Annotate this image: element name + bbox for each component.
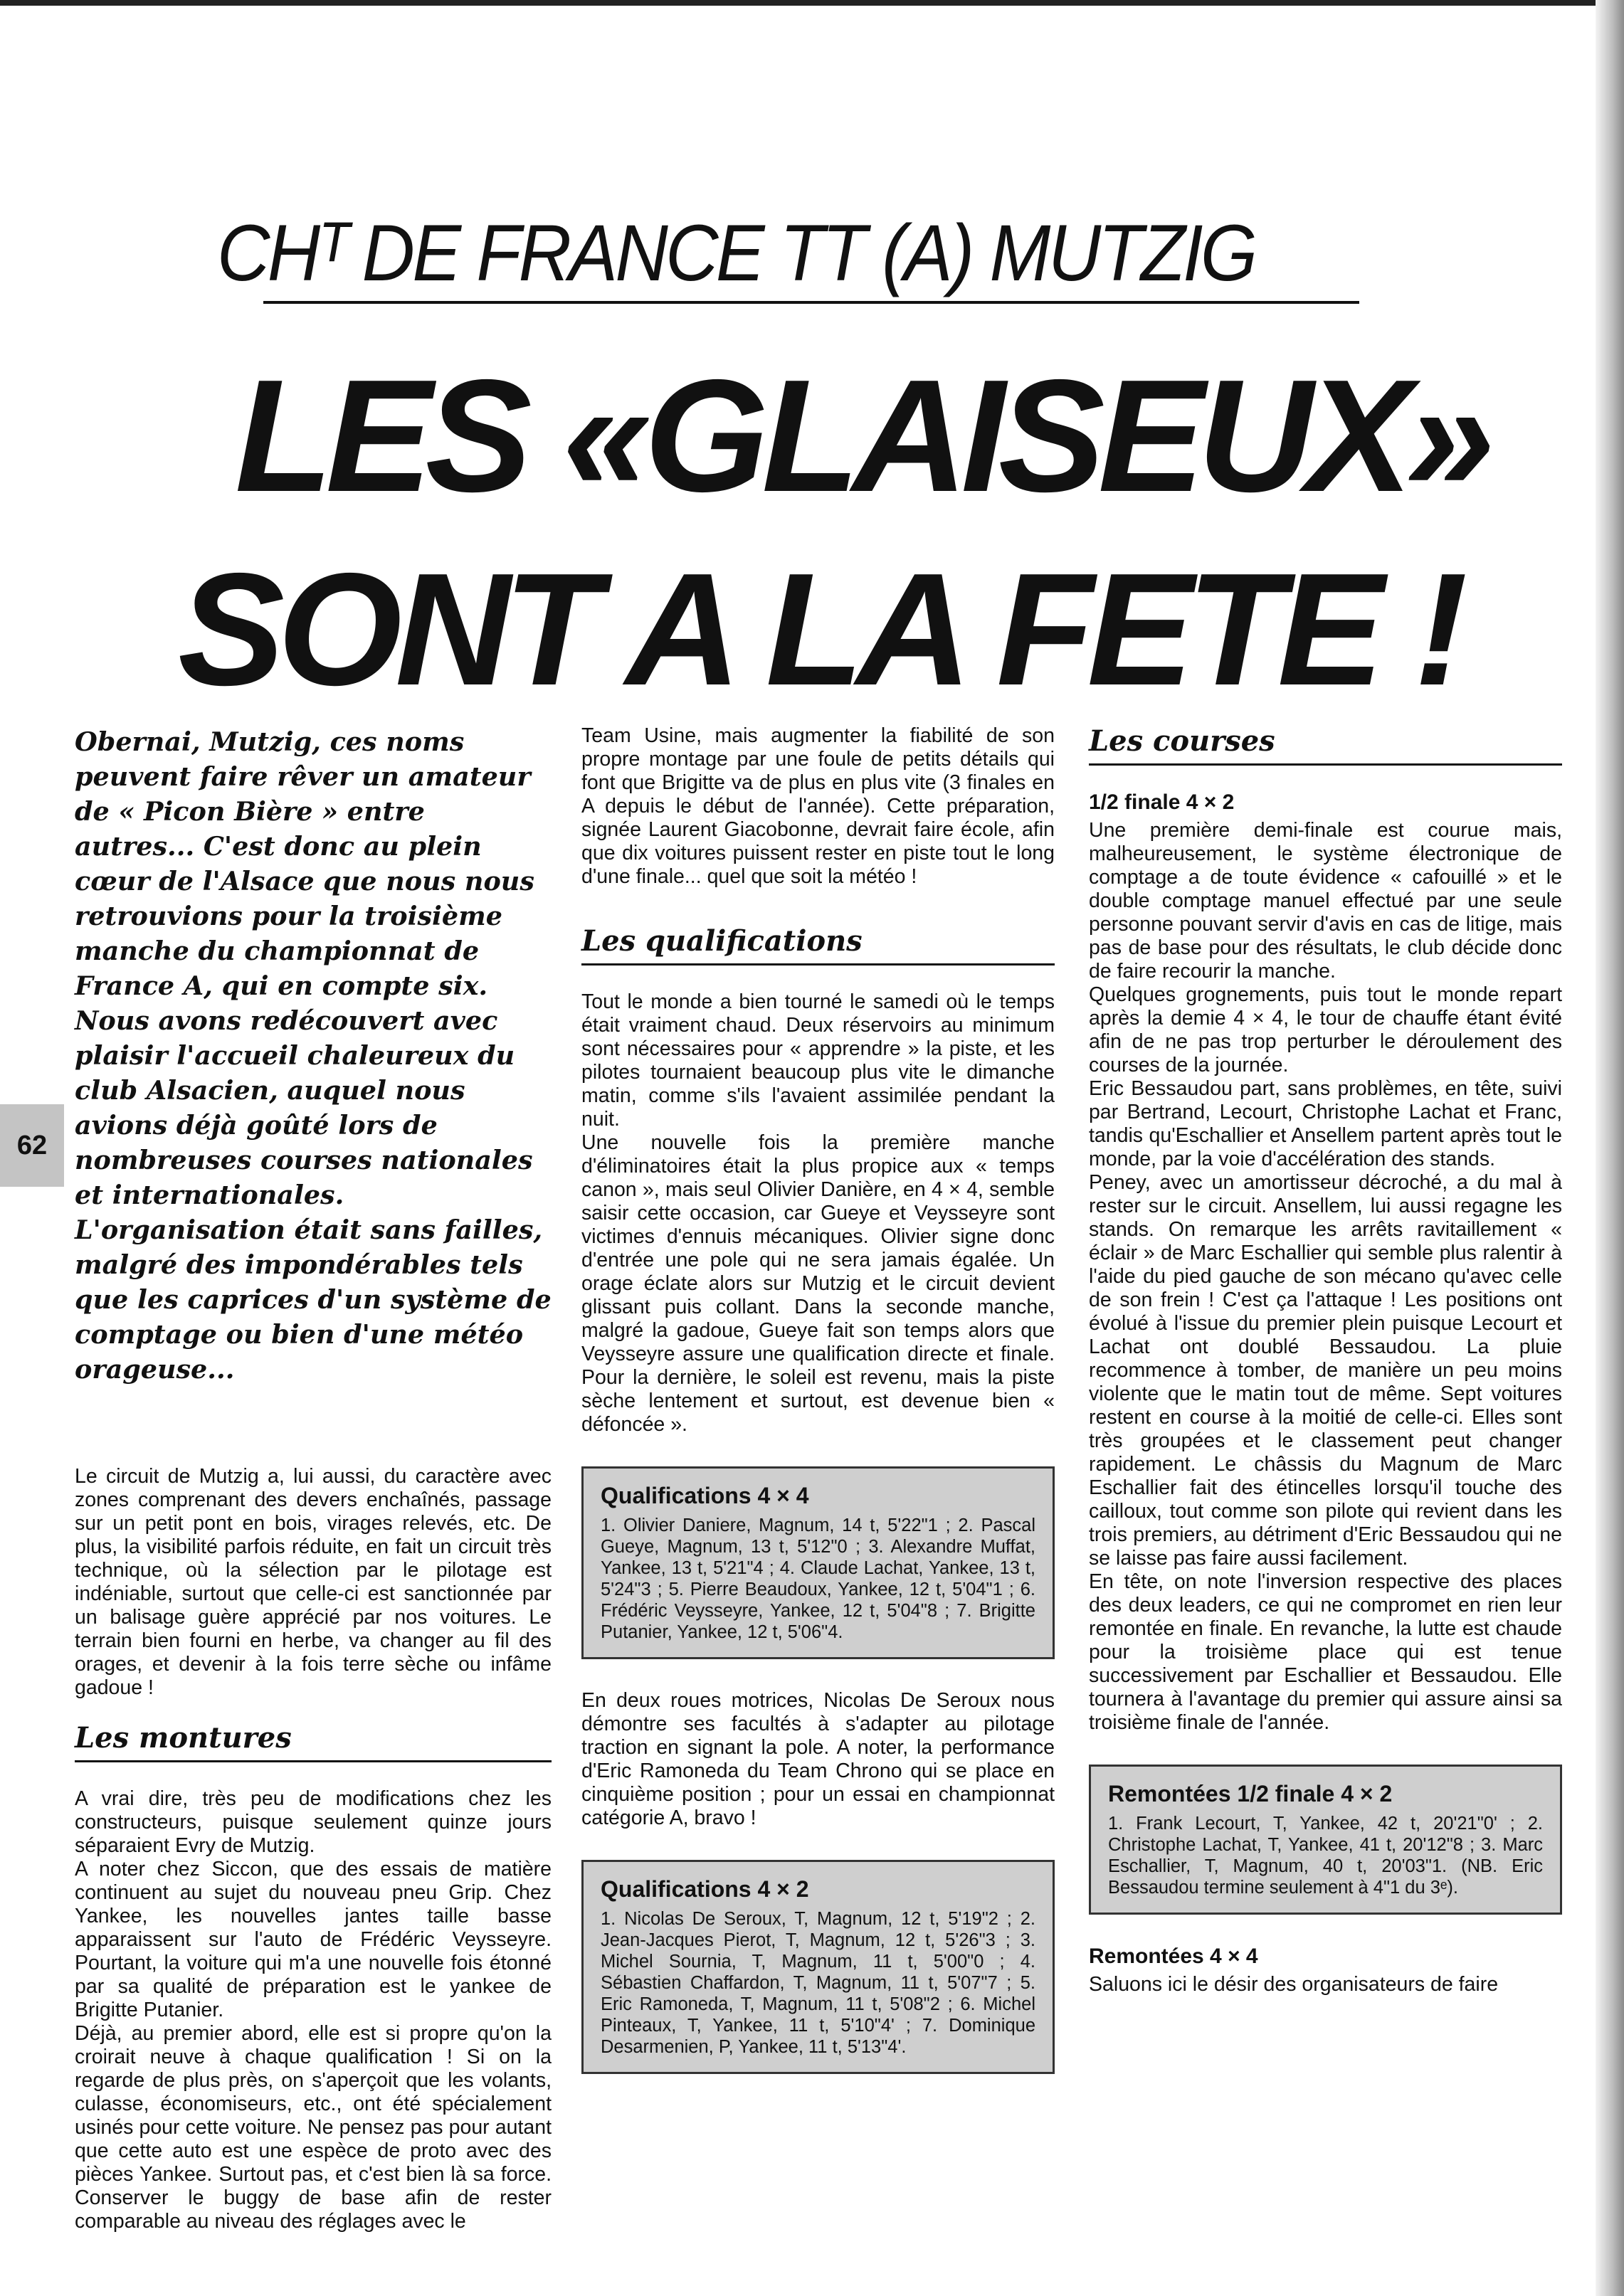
results-box-text: 1. Nicolas De Seroux, T, Magnum, 12 t, 5'19"2 ; 2. Jean-Jacques Pierot, T, Magnum, 12 t, 5'26"3 ; 3. Michel Sournia, T, Magnum, 11 t, 5'00"0 ; 4. Sébastien Chaffardon, T, Magnum, 11 t, 5'07"7 ; 5. Eric Ramoneda, T, Magnum, 11 t, 5'08"2 ; 6. Michel Pinteaux, T, Yankee, 11 t, 5'10"4' ; 7. Dominique Desarmenien, P, Yankee, 11 t, 5'13"4'. [601, 1909, 1035, 2057]
body-paragraph: En deux roues motrices, Nicolas De Seroux nous démontre ses facultés à s'adapter au pilotage traction en signant la pole. A noter, la performance d'Eric Ramoneda du Team Chrono qui se place en cinquième position ; pour un essai en championnat catégorie A, bravo ! [581, 1689, 1055, 1829]
body-paragraph: Quelques grognements, puis tout le monde repart après la demie 4 × 4, le tour de chauffe étant évité afin de ne pas trop perturber le déroulement des courses de la journée. [1089, 983, 1562, 1076]
kicker-rule [263, 301, 1359, 304]
lead-paragraph: Obernai, Mutzig, ces noms peuvent faire rêver un amateur de « Picon Bière » entre autres... C'est donc au plein cœur de l'Alsace que nous nous retrouvions pour la troisième manche du championnat de France A, qui en compte six. Nous avons redécouvert avec plaisir l'accueil chaleureux du club Alsacien, auquel nous avions déjà goûté lors de nombreuses courses nationales et internationales. L'organisation était sans failles, malgré des impondérables tels que les caprices d'un système de comptage ou bien d'une météo orageuse... [75, 726, 552, 1385]
headline-line-1: LES «GLAISEUX» [235, 346, 1488, 525]
section-heading-qualifications: Les qualifications [581, 924, 1055, 966]
body-paragraph: A vrai dire, très peu de modifications chez les constructeurs, puisque seulement quinze jours séparaient Evry de Mutzig. [75, 1787, 552, 1857]
subheading-remontees-4x4: Remontées 4 × 4 [1089, 1945, 1258, 1968]
body-paragraph: A noter chez Siccon, que des essais de matière continuent au sujet du nouveau pneu Grip. Chez Yankee, les nouvelles jantes taille basse apparaissent sur l'auto de Frédéric Veysseyre. Pourtant, la voiture qui m'a une nouvelle fois étonné par sa qualité de préparation est le yankee de Brigitte Putanier. [75, 1858, 552, 2021]
headline-line-2: SONT A LA FETE ! [178, 539, 1461, 719]
article-kicker: CHᵀ DE FRANCE TT (A) MUTZIG [217, 208, 1255, 297]
results-box-title: Qualifications 4 × 2 [601, 1876, 809, 1902]
results-box-title: Remontées 1/2 finale 4 × 2 [1108, 1781, 1393, 1806]
column-1 [75, 724, 552, 2233]
column-2 [581, 724, 1055, 2104]
page-top-edge [0, 0, 1624, 6]
results-box-qualifications-4x2 [581, 1860, 1055, 2074]
results-box-text: 1. Olivier Daniere, Magnum, 14 t, 5'22"1 ; 2. Pascal Gueye, Magnum, 13 t, 5'12"0 ; 3. Alexandre Muffat, Yankee, 13 t, 5'21"4 ; 4. Claude Lachat, Yankee, 13 t, 5'24"3 ; 5. Pierre Beaudoux, Yankee, 12 t, 5'04"1 ; 6. Frédéric Veysseyre, Yankee, 12 t, 5'04"8 ; 7. Brigitte Putanier, Yankee, 12 t, 5'06"4. [601, 1515, 1035, 1642]
results-box-qualifications-4x4 [581, 1466, 1055, 1659]
column-3 [1089, 724, 1562, 1996]
body-paragraph: Une première demi-finale est courue mais, malheureusement, le système électronique de comptage a de toute évidence « cafouillé » et le double comptage manuel effectué par une seule personne pouvant servir d'avis en cas de litige, mais pas de base pour des résultats, le club décide donc de faire recourir la manche. [1089, 819, 1562, 983]
body-paragraph: Eric Bessaudou part, sans problèmes, en tête, suivi par Bertrand, Lecourt, Christophe Lachat et Franc, tandis qu'Eschallier et Ansellem partent après tout le monde, par la voie d'accélération des stands. [1089, 1077, 1562, 1170]
section-heading-montures: Les montures [75, 1721, 552, 1762]
results-box-title: Qualifications 4 × 4 [601, 1483, 809, 1508]
body-paragraph: Tout le monde a bien tourné le samedi où le temps était vraiment chaud. Deux réservoirs au minimum sont nécessaires pour « apprendre » la piste, et les pilotes tournaient beaucoup plus vite le dimanche matin, comme s'ils l'avaient assimilée pendant la nuit. [581, 990, 1055, 1131]
page-number-tab [0, 1104, 64, 1187]
body-paragraph: En tête, on note l'inversion respective des places des deux leaders, ce qui ne compromet en rien leur remontée en finale. En revanche, la lutte est chaude pour la troisième place qui est tenue successivement par Eschallier et Bessaudou. Elle tournera à l'avantage du premier qui assure ainsi sa troisième finale de l'année. [1089, 1570, 1562, 1734]
page-number: 62 [16, 1130, 48, 1160]
body-paragraph: Le circuit de Mutzig a, lui aussi, du caractère avec zones comprenant des devers enchaînés, passage sur un petit pont en bois, virages relevés, etc. De plus, la visibilité parfois réduite, en fait un circuit très technique, où la sélection par le pilotage est indéniable, surtout que celle-ci est sanctionnée par un balisage guère apprécié par nos voitures. Le terrain bien fourni en herbe, va changer au fil des orages, et devenir à la fois terre sèche ou infâme gadoue ! [75, 1465, 552, 1699]
section-heading-courses: Les courses [1089, 724, 1562, 766]
page-right-edge [1596, 0, 1624, 2296]
body-paragraph: Déjà, au premier abord, elle est si propre qu'on la croirait neuve à chaque qualification ! Si on la regarde de plus près, on s'aperçoit que les volants, culasse, économiseurs, etc., ont été spécialement usinés pour cette voiture. Ne pensez pas pour autant que cette auto est une espèce de proto avec des pièces Yankee. Surtout pas, et c'est bien là sa force. Conserver le buggy de base afin de rester comparable au niveau des réglages avec le [75, 2022, 552, 2233]
body-paragraph: Peney, avec un amortisseur décroché, a du mal à rester sur le circuit. Ansellem, lui aussi regagne les stands. On remarque les arrêts ravitaillement « éclair » de Marc Eschallier qui semble plus ralentir à l'aide du pied gauche de son mécano qu'avec celle de son frein ! C'est ça l'attaque ! Les positions ont évolué à l'issue du premier plein puisque Lecourt et Lachat ont doublé Bessaudou. La pluie recommence à tomber, de manière un peu moins violente que le matin tout de même. Sept voitures restent en course à la moitié de celle-ci. Elles sont très groupées et le classement peut changer rapidement. Le châssis du Magnum de Marc Eschallier fait des étincelles lorsqu'il touche des cailloux, tout comme son pilote qui revient dans les trois premiers, au détriment d'Eric Bessaudou qui ne se laisse pas faire aussi facilement. [1089, 1171, 1562, 1570]
results-box-remontees-half-final [1089, 1765, 1562, 1915]
results-box-text: 1. Frank Lecourt, T, Yankee, 42 t, 20'21"0' ; 2. Christophe Lachat, T, Yankee, 41 t, 20'12"8 ; 3. Marc Eschallier, T, Magnum, 40 t, 20'03"1. (NB. Eric Bessaudou termine seulement à 4"1 du 3ᵉ). [1108, 1814, 1543, 1898]
subheading-half-final-4x2: 1/2 finale 4 × 2 [1089, 790, 1235, 814]
body-paragraph: Team Usine, mais augmenter la fiabilité de son propre montage par une foule de petits détails qui font que Brigitte va de plus en plus vite (3 finales en A depuis le début de l'année). Cette préparation, signée Laurent Giacobonne, devrait faire école, afin que dix voitures puissent rester en piste tout le long d'une finale... quel que soit la météo ! [581, 724, 1055, 888]
body-paragraph: Une nouvelle fois la première manche d'éliminatoires était la plus propice aux « temps canon », mais seul Olivier Danière, en 4 × 4, semble saisir cette occasion, car Gueye et Veysseyre sont victimes d'ennuis mécaniques. Olivier signe donc d'entrée une pole qui ne sera jamais égalée. Un orage éclate alors sur Mutzig et le circuit devient glissant puis collant. Dans la seconde manche, malgré la gadoue, Gueye fait son temps alors que Veysseyre assure une qualification directe et finale. Pour la dernière, le soleil est revenu, mais la piste sèche lentement et surtout, est devenue bien « défoncée ». [581, 1131, 1055, 1436]
body-paragraph: Saluons ici le désir des organisateurs de faire [1089, 1973, 1499, 1996]
